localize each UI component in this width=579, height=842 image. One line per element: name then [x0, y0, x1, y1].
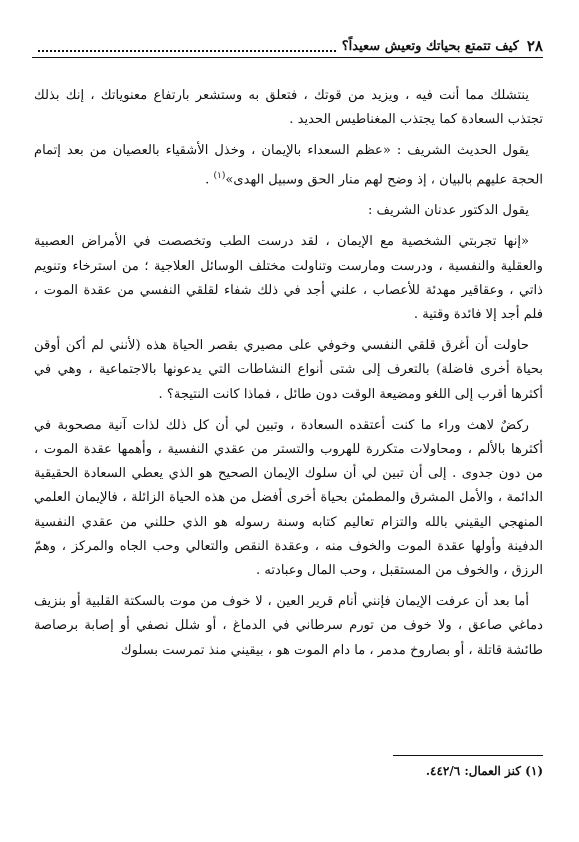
running-header — [32, 35, 543, 58]
paragraph: ينتشلك مما أنت فيه ، ويزيد من قوتك ، فتعلق به وستشعر بارتفاع معنوياتك ، إنك بذلك تجتذب السعادة كما يجتذب المغناطيس الحديد . — [34, 88, 543, 128]
header-dot-leader — [38, 40, 336, 52]
paragraph-text: يقول الحديث الشريف : «عظم السعداء بالإيمان ، وخذل الأشقياء بالعصيان من بعد إتمام الحجة عليهم بالبيان ، إذ وضح لهم منار الحق وسبيل الهدى» — [34, 143, 543, 187]
body-text — [34, 84, 543, 670]
paragraph: حاولت أن أغرق قلقي النفسي وخوفي على مصيري بقصر الحياة هذه (لأنني لم أكن أوقن بحياة أخرى فاضلة) بالتعرف إلى شتى أنواع النشاطات التي يدعونها بالاجتماعية ، وهي في أكثرها أقرب إلى اللغو ومضيعة الوقت دون طائل ، فماذا كانت النتيجة؟ . — [34, 338, 543, 402]
hadith-paragraph — [34, 139, 543, 192]
footnote-rule — [393, 755, 543, 756]
page-number: ٢٨ — [526, 37, 543, 55]
paragraph: يقول الدكتور عدنان الشريف : — [367, 203, 529, 219]
footnote-reference: (١) — [213, 170, 226, 181]
paragraph-end: . — [205, 171, 214, 187]
paragraph: ركضٌ لاهث وراء ما كنت أعتقده السعادة ، وتبين لي أن كل ذلك لذات آنية مصحوبة في أكثرها بالألم ، ومحاولات متكررة للهروب والتستر من عقدي النفسية ، وأهمها عقدة الموت ، من دون جدوى . إلى أن تبين لي أن سلوك الإيمان الصحيح هو الذي يعطي السعادة الحقيقية الدائمة ، والأمل المشرق والمطمئن بحياة أخرى أفضل من هذه الحياة الزائلة ، فالإيمان العلمي المنهجي اليقيني بالله والتزام تعاليم كتابه وسنة رسوله هو الذي حللني من عقدي النفسية الدفينة وأولها عقدة الموت والخوف منه ، وعقدة النقص والتعالي وحب الجاه والمركز ، وهمّ الرزق ، والخوف من المستقبل ، وحب المال وعبادته . — [34, 417, 543, 579]
running-title: كيف تتمتع بحياتك وتعيش سعيداً؟ — [341, 38, 519, 54]
quote-paragraph: «إنها تجربتي الشخصية مع الإيمان ، لقد درست الطب وتخصصت في الأمراض العصبية والعقلية والنفسية ، ودرست ومارست وتناولت مختلف الوسائل العلاجية ؛ من استرخاء وتنويم ذاتي ، وعقاقير مهدئة للأعصاب ، علني أجد في ذلك شفاء لقلقي النفسي من عقدة الموت ، فلم أجد إلا فائدة وقتية . — [34, 234, 543, 322]
paragraph: أما بعد أن عرفت الإيمان فإنني أنام قرير العين ، لا خوف من موت بالسكتة القلبية أو بنزيف دماغي صاعق ، ولا خوف من تورم سرطاني في الدماغ ، أو شلل نصفي أو إصابة برصاصة طائشة قاتلة ، أو بصاروخ مدمر ، ما دام الموت هو ، بيقيني منذ تمرست بسلوك — [34, 594, 543, 658]
footnote: (١) كنز العمال: ٤٤٢/٦. — [425, 764, 543, 778]
